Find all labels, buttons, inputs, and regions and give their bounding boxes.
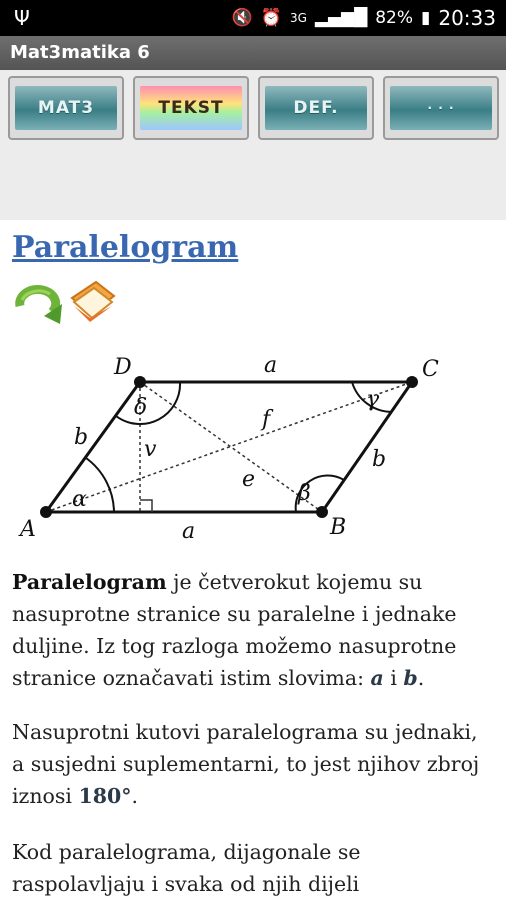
status-icons [232, 6, 496, 30]
var-a: a [370, 666, 384, 690]
label-side-b-right: b [372, 447, 387, 472]
label-vertex-c: C [422, 357, 439, 382]
more-button[interactable] [383, 76, 499, 140]
label-side-a-bottom: a [182, 519, 196, 544]
network-type: 3G [289, 11, 307, 25]
label-side-b-left: b [74, 425, 89, 450]
label-height-v: v [144, 437, 157, 462]
clock: 20:33 [438, 6, 496, 30]
battery-percent: 82% [375, 8, 413, 28]
label-vertex-b: B [330, 515, 347, 540]
vertex-c-dot [406, 376, 418, 388]
mat3-button[interactable] [8, 76, 124, 140]
page-title[interactable]: Paralelogram [12, 230, 239, 265]
diagonal-e [140, 382, 322, 512]
label-angle-gamma: γ [366, 387, 380, 412]
label-angle-delta: δ [134, 395, 148, 420]
side-da [46, 382, 140, 512]
paragraph-3: Kod paralelograma, dijagonale se raspolavljaju i svaka od njih dijeli [12, 840, 361, 896]
angle-alpha-arc [86, 458, 114, 512]
right-angle-mark [140, 500, 152, 512]
var-b: b [403, 666, 418, 690]
mute-icon: 🔇 [231, 8, 253, 28]
vertex-a-dot [40, 506, 52, 518]
def-button[interactable] [258, 76, 374, 140]
refresh-icon[interactable] [12, 282, 64, 326]
label-vertex-d: D [114, 355, 132, 380]
label-side-a-top: a [264, 353, 278, 378]
article [0, 220, 506, 900]
label-angle-beta: β [298, 481, 311, 506]
diagonal-f [46, 382, 412, 512]
signal-icon: ▂▄▆█ [314, 8, 368, 28]
paragraph-1: Paralelogram je četverokut kojemu su nasuprotne stranice su paralelne i jednake duljine. Iz tog razloga možemo nasuprotne stranice označavati istim slovima: a i b. [12, 570, 457, 690]
label-angle-alpha: α [72, 487, 87, 512]
term-paralelogram: Paralelogram [12, 570, 167, 594]
status-bar [0, 0, 506, 36]
value-180: 180° [78, 784, 132, 808]
mat3-button-label: MAT3 [15, 86, 117, 130]
usb-icon: Ψ [14, 6, 30, 30]
label-diagonal-f: f [262, 407, 271, 432]
parallelogram-diagram [10, 346, 450, 546]
vertex-d-dot [134, 376, 146, 388]
label-vertex-a: A [20, 517, 36, 542]
more-button-label: · · · [390, 86, 492, 130]
book-icon[interactable] [68, 278, 118, 324]
label-diagonal-e: e [242, 467, 256, 492]
battery-icon: ▮ [421, 8, 431, 28]
vertex-b-dot [316, 506, 328, 518]
alarm-icon: ⏰ [260, 8, 282, 28]
tekst-button[interactable] [133, 76, 249, 140]
paragraph-2: Nasuprotni kutovi paralelograma su jednaki, a susjedni suplementarni, to jest njihov zbroj iznosi 180°. [12, 720, 480, 808]
def-button-label: DEF. [265, 86, 367, 130]
app-title: Mat3matika 6 [0, 36, 506, 70]
tekst-button-label: TEKST [140, 86, 242, 130]
